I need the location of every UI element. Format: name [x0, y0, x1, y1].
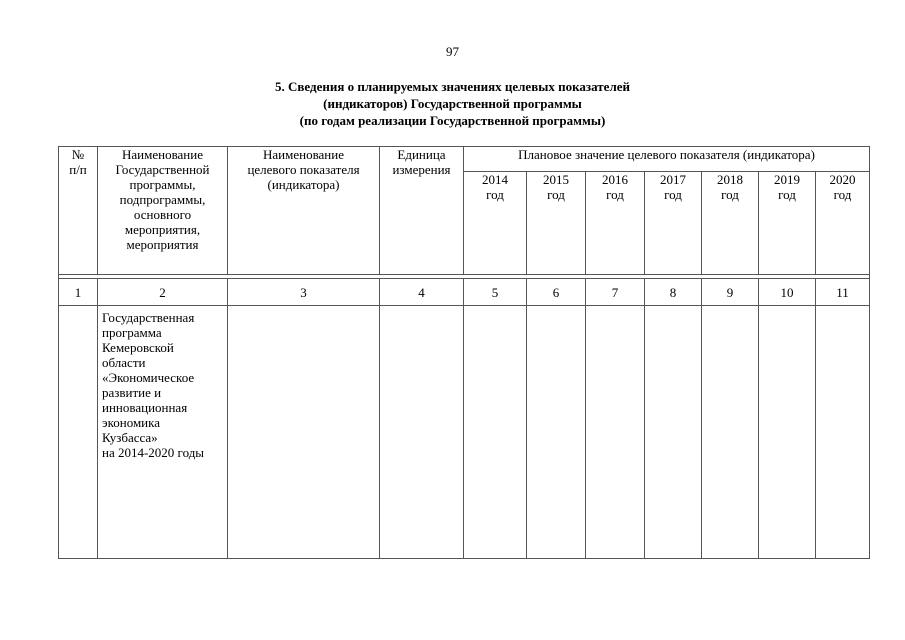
- cell-value-2017: [645, 306, 702, 559]
- column-number-row: [59, 279, 870, 306]
- year-label: 2014: [482, 172, 508, 187]
- section-title: [0, 78, 905, 129]
- header-text: измерения: [392, 162, 451, 177]
- column-number: 3: [228, 279, 380, 306]
- header-year-2017: [645, 172, 702, 275]
- header-year-2016: [586, 172, 645, 275]
- program-name-line: Государственная: [102, 310, 195, 325]
- header-num: [59, 147, 98, 275]
- column-number: 2: [98, 279, 228, 306]
- year-unit: год: [664, 187, 682, 202]
- program-name-line: программа: [102, 325, 162, 340]
- header-text: программы,: [129, 177, 196, 192]
- header-unit: [380, 147, 464, 275]
- cell-value-2018: [702, 306, 759, 559]
- cell-value-2019: [759, 306, 816, 559]
- header-program-name: [98, 147, 228, 275]
- cell-num: [59, 306, 98, 559]
- section-title-line: (по годам реализации Государственной программы): [299, 113, 606, 128]
- header-year-2015: [527, 172, 586, 275]
- header-year-2014: [464, 172, 527, 275]
- year-unit: год: [606, 187, 624, 202]
- header-text: п/п: [69, 162, 87, 177]
- header-text: подпрограммы,: [119, 192, 206, 207]
- year-label: 2016: [602, 172, 628, 187]
- section-title-line: (индикаторов) Государственной программы: [323, 96, 582, 111]
- year-label: 2020: [829, 172, 856, 187]
- cell-indicator: [228, 306, 380, 559]
- header-text: (индикатора): [267, 177, 340, 192]
- header-text: Государственной: [115, 162, 210, 177]
- cell-value-2014: [464, 306, 527, 559]
- header-text: Наименование: [122, 147, 203, 162]
- header-year-2018: [702, 172, 759, 275]
- cell-value-2020: [816, 306, 870, 559]
- program-name-line: на 2014-2020 годы: [102, 445, 205, 460]
- header-text: мероприятия: [126, 237, 199, 252]
- column-number: 5: [464, 279, 527, 306]
- year-unit: год: [547, 187, 565, 202]
- program-name-line: экономика: [102, 415, 161, 430]
- table-row: [59, 306, 870, 559]
- year-unit: год: [833, 187, 852, 202]
- header-row: [59, 147, 870, 172]
- year-label: 2018: [717, 172, 743, 187]
- program-name-line: развитие и: [102, 385, 162, 400]
- program-name-line: инновационная: [102, 400, 188, 415]
- page-number: 97: [446, 44, 459, 59]
- program-name-line: «Экономическое: [102, 370, 195, 385]
- column-number: 10: [759, 279, 816, 306]
- year-unit: год: [486, 187, 504, 202]
- column-number: 11: [816, 279, 870, 306]
- header-indicator-name: [228, 147, 380, 275]
- year-unit: год: [778, 187, 796, 202]
- header-plan-value: Плановое значение целевого показателя (индикатора): [464, 147, 870, 172]
- column-number: 9: [702, 279, 759, 306]
- header-year-2019: [759, 172, 816, 275]
- header-text: целевого показателя: [247, 162, 360, 177]
- year-label: 2015: [543, 172, 569, 187]
- program-name-line: области: [102, 355, 146, 370]
- header-text: Наименование: [263, 147, 344, 162]
- header-text: мероприятия,: [124, 222, 201, 237]
- column-number: 4: [380, 279, 464, 306]
- cell-unit: [380, 306, 464, 559]
- cell-program-name: [98, 306, 228, 559]
- header-year-2020: [816, 172, 870, 275]
- indicators-table: [58, 146, 870, 559]
- column-number: 6: [527, 279, 586, 306]
- column-number: 7: [586, 279, 645, 306]
- header-text: Единица: [397, 147, 446, 162]
- program-name-line: Кузбасса»: [102, 430, 158, 445]
- header-text: основного: [133, 207, 192, 222]
- header-text: №: [71, 147, 85, 162]
- column-number: 8: [645, 279, 702, 306]
- column-number: 1: [59, 279, 98, 306]
- cell-value-2016: [586, 306, 645, 559]
- program-name-line: Кемеровской: [102, 340, 174, 355]
- year-label: 2017: [660, 172, 686, 187]
- year-label: 2019: [774, 172, 800, 187]
- cell-value-2015: [527, 306, 586, 559]
- year-unit: год: [721, 187, 739, 202]
- section-title-line: 5. Сведения о планируемых значениях целевых показателей: [275, 79, 630, 94]
